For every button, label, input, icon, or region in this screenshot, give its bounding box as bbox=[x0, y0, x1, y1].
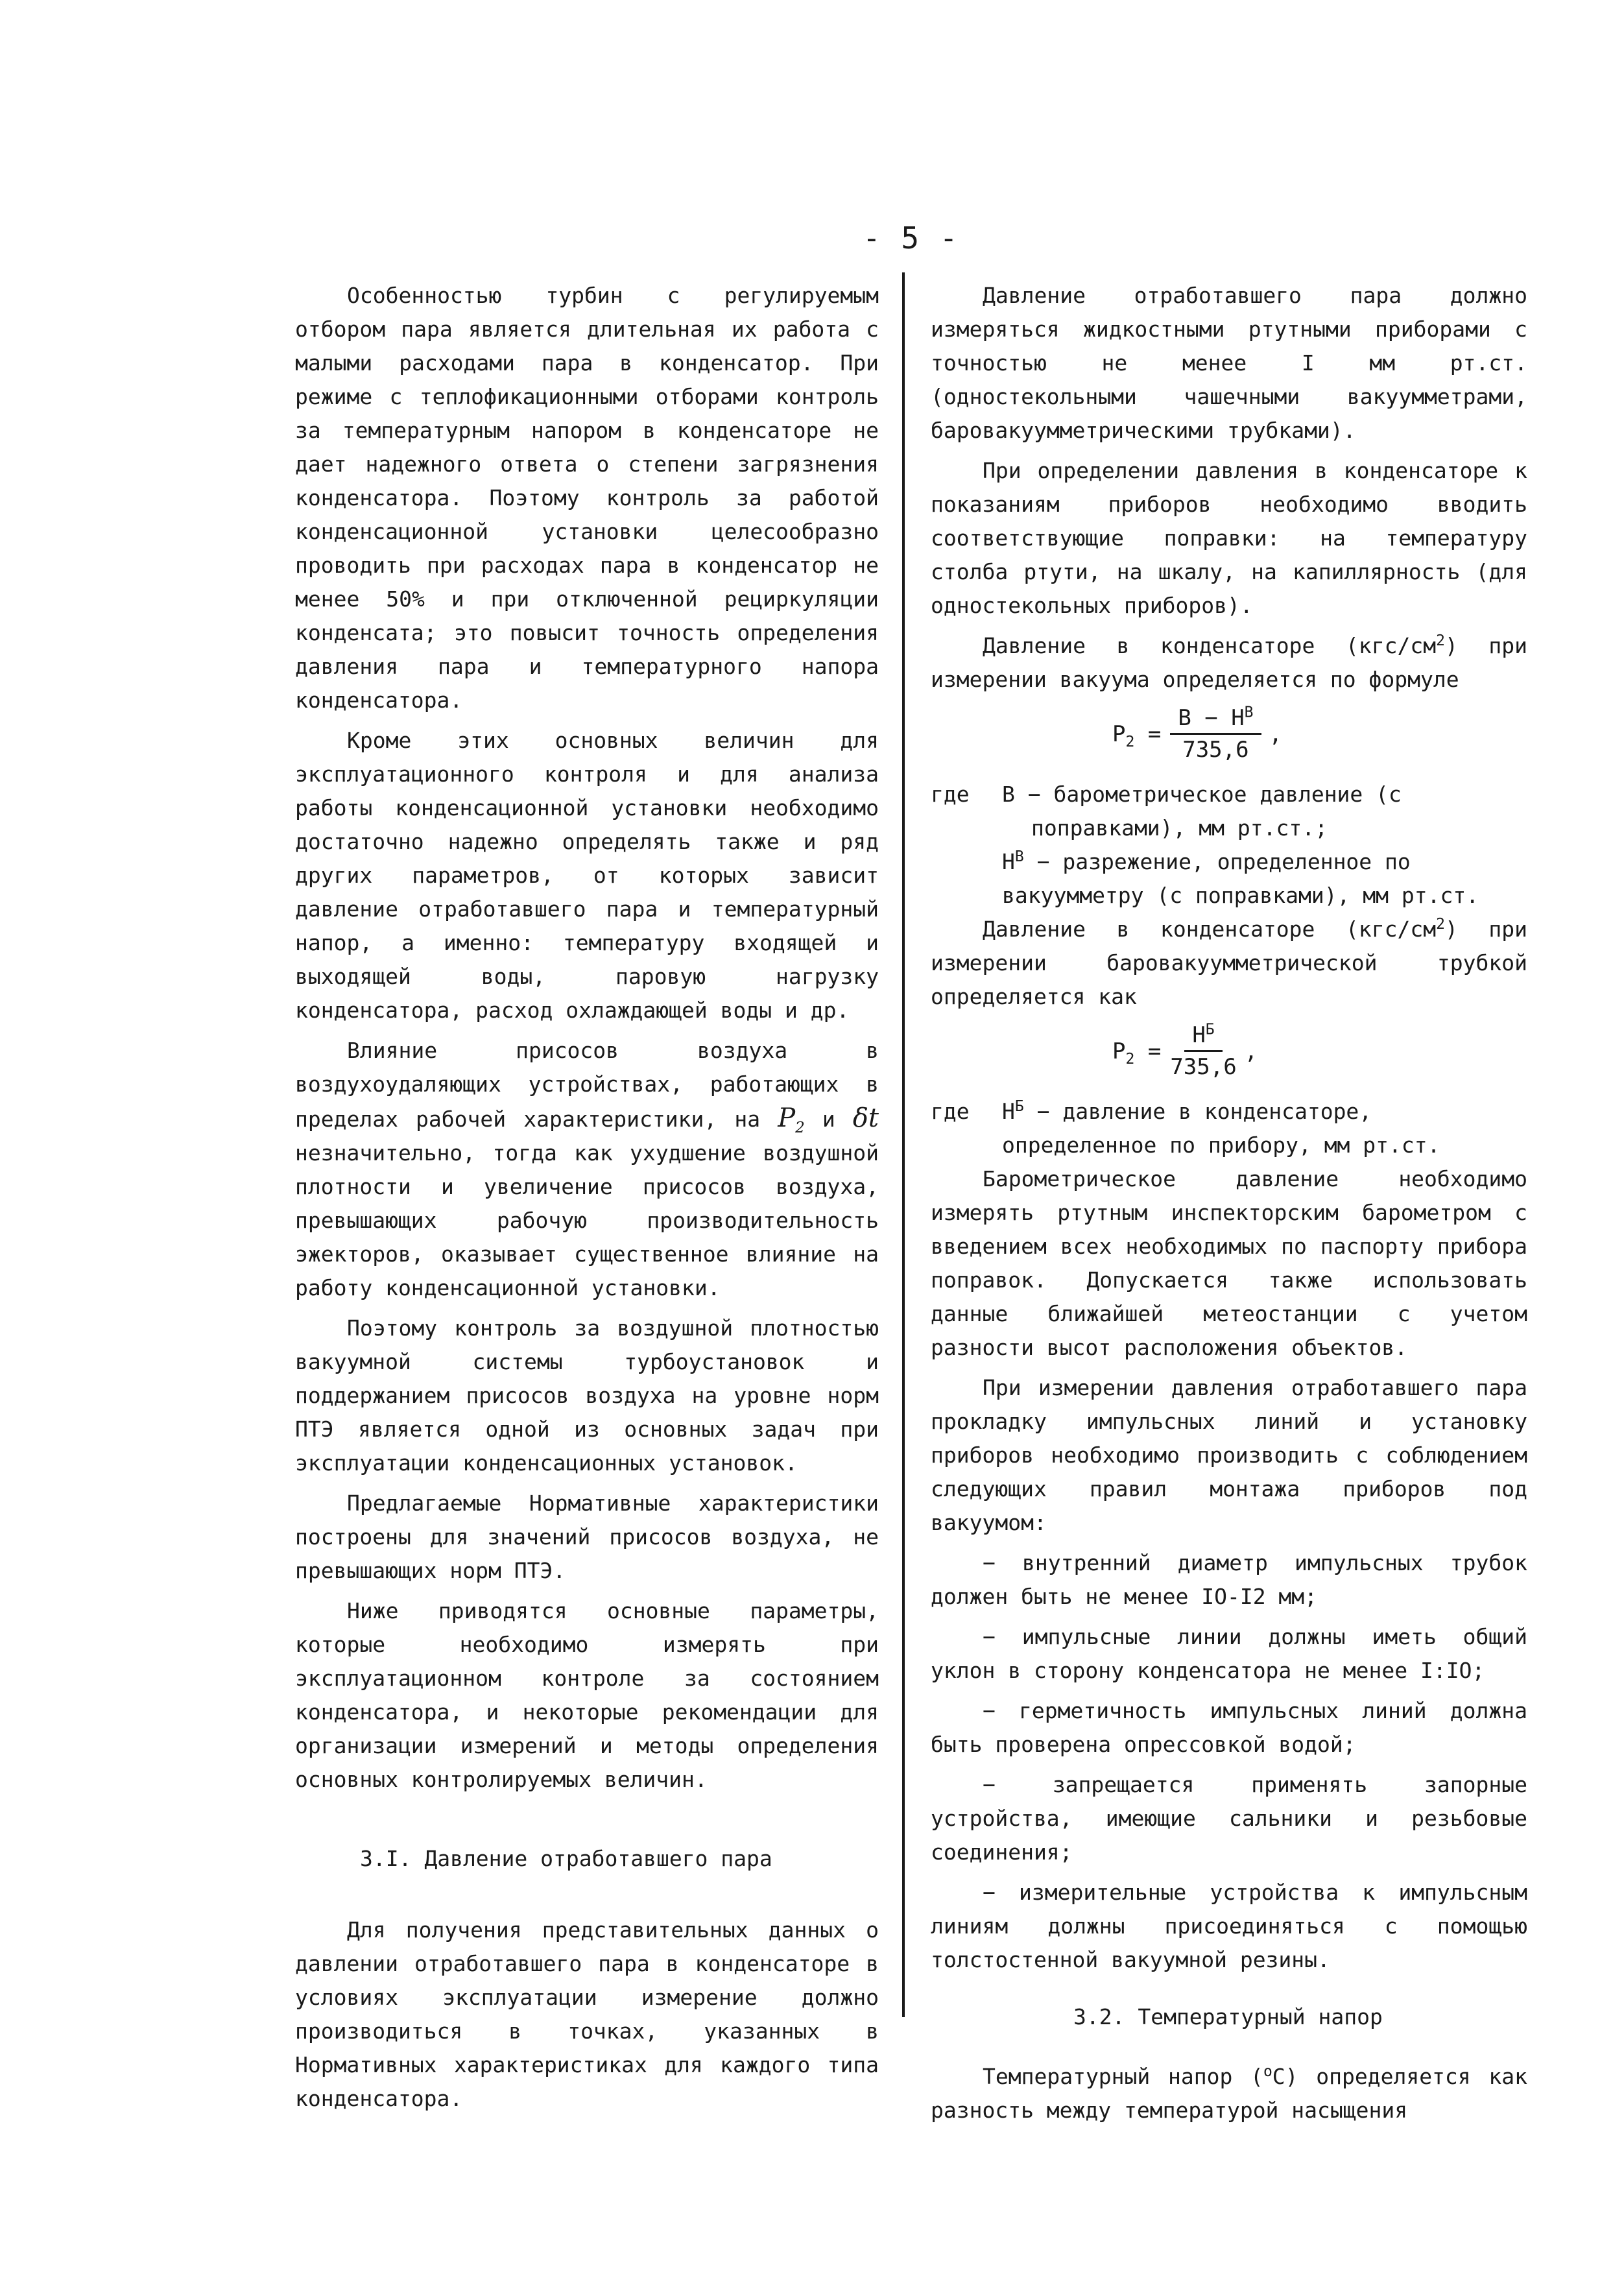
where-definition-1 bbox=[931, 778, 1527, 845]
where-definition-2 bbox=[931, 845, 1527, 913]
section-heading-3-1: 3.I. Давление отработавшего пара bbox=[360, 1846, 772, 1871]
formula-barovacuum bbox=[931, 1020, 1527, 1082]
where-word-1: где bbox=[931, 782, 970, 807]
left-paragraph-3 bbox=[295, 1034, 879, 1305]
right-paragraph-7: Температурный напор ($^o$C) определяется как разность между температурой насыщения bbox=[931, 2063, 1527, 2123]
section-heading-3-2: 3.2. Температурный напор bbox=[1073, 2004, 1383, 2029]
left-paragraph-2: Кроме этих основных величин для эксплуатационного контроля и для анализа работы конденсационной установки необходимо достаточно надежно определять также и ряд других параметров, от которых зависит давление отработавшего пара и температурный напор, а именно: температуру входящей и выходящей воды, паровую нагрузку конденсатора, расход охлаждающей воды и др. bbox=[295, 728, 879, 1023]
left-paragraph-7: Для получения представительных данных о давлении отработавшего пара в конденсаторе в условиях эксплуатации измерение должно производиться в точках, указанных в Нормативных характеристиках для каждого типа конденсатора. bbox=[295, 1917, 879, 2111]
formula-2-comma: , bbox=[1244, 1038, 1258, 1064]
left-paragraph-6: Ниже приводятся основные параметры, которые необходимо измерять при эксплуатационном контроле за состоянием конденсатора, и некоторые рекомендации для организации измерений и методы определения основных контролируемых величин. bbox=[295, 1598, 879, 1792]
formula-vacuum bbox=[931, 703, 1527, 765]
formula-2-denominator: 735,6 bbox=[1170, 1054, 1237, 1080]
formula-2-numerator: $H^Б$ bbox=[1184, 1020, 1222, 1052]
right-paragraph-2: При определении давления в конденсаторе к показаниям приборов необходимо вводить соответствующие поправки: на температуру столба ртути, на шкалу, на капиллярность (для одностекольных приборов). bbox=[931, 458, 1527, 618]
formula-2-lhs: $P_2$ = bbox=[1112, 1038, 1162, 1068]
definition-barovacuum: $H^Б$ − давление в конденсаторе, определенное по прибору, мм рт.ст. bbox=[1002, 1098, 1440, 1158]
right-column bbox=[931, 279, 1527, 2134]
conjunction: и bbox=[822, 1107, 835, 1132]
formula-1-denominator: 735,6 bbox=[1182, 737, 1249, 763]
rule-item-3: − герметичность импульсных линий должна быть проверена опрессовкой водой; bbox=[931, 1698, 1527, 1757]
where-definition-3 bbox=[931, 1095, 1527, 1162]
formula-1-numerator: $B - H^B$ bbox=[1170, 703, 1261, 735]
left-paragraph-1: Особенностью турбин с регулируемым отбором пара является длительная их работа с малыми расходами пара в конденсатор. При режиме с теплофикационными отборами контроль за температурным напором в конденсаторе не дает надежного ответа о степени загрязнения конденсатора. Поэтому контроль за работой конденсационной установки целесообразно проводить при расходах пара в конденсатор не менее 50% и при отключенной рециркуляции конденсата; это повысит точность определения давления пара и температурного напора конденсатора. bbox=[295, 283, 879, 713]
delta-t-symbol: δt bbox=[852, 1103, 879, 1133]
page-number: - 5 - bbox=[863, 221, 959, 256]
pressure-symbol: $P_2$ bbox=[778, 1103, 805, 1136]
rule-item-4: − запрещается применять запорные устройства, имеющие сальники и резьбовые соединения; bbox=[931, 1772, 1527, 1865]
formula-1-comma: , bbox=[1269, 721, 1283, 747]
left-paragraph-4: Поэтому контроль за воздушной плотностью вакуумной системы турбоустановок и поддержанием присосов воздуха на уровне норм ПТЭ является одной из основных задач при эксплуатации конденсационных установок. bbox=[295, 1315, 879, 1476]
formula-2-fraction bbox=[1170, 1020, 1236, 1082]
formula-1-fraction bbox=[1170, 703, 1261, 765]
left-column bbox=[295, 279, 879, 2122]
right-paragraph-6: При измерении давления отработавшего пара прокладку импульсных линий и установку приборов необходимо производить с соблюдением следующих правил монтажа приборов под вакуумом: bbox=[931, 1375, 1527, 1535]
left-paragraph-3-end: незначительно, тогда как ухудшение воздушной плотности и увеличение присосов воздуха, превышающих рабочую производительность эжекторов, оказывает существенное влияние на работу конденсационной установки. bbox=[295, 1140, 879, 1300]
right-paragraph-5: Барометрическое давление необходимо измерять ртутным инспекторским барометром с введением всех необходимых по паспорту прибора поправок. Допускается также использовать данные ближайшей метеостанции с учетом разности высот расположения объектов. bbox=[931, 1166, 1527, 1360]
right-paragraph-4: Давление в конденсаторе $(кгс/см^2)$ при измерении баровакуумметрической трубкой определяется как bbox=[931, 916, 1527, 1009]
where-word-3: где bbox=[931, 1099, 970, 1124]
column-divider bbox=[902, 272, 905, 2017]
rule-item-2: − импульсные линии должны иметь общий уклон в сторону конденсатора не менее I:IO; bbox=[931, 1624, 1527, 1683]
definition-vacuum: $H^B$ − разрежение, определенное по вакуумметру (с поправками), мм рт.ст. bbox=[1002, 848, 1479, 908]
right-paragraph-3: Давление в конденсаторе $(кгс/см^2)$ при измерении вакуума определяется по формуле bbox=[931, 632, 1527, 692]
right-paragraph-1: Давление отработавшего пара должно измеряться жидкостными ртутными приборами с точностью не менее I мм рт.ст. (одностекольными чашечными вакуумметрами, баровакуумметрическими трубками). bbox=[931, 283, 1527, 443]
rule-item-5: − измерительные устройства к импульсным линиям должны присоединяться с помощью толстостенной вакуумной резины. bbox=[931, 1880, 1527, 1972]
rule-item-1: − внутренний диаметр импульсных трубок должен быть не менее IO-I2 мм; bbox=[931, 1550, 1527, 1609]
definition-barometric: B − барометрическое давление (с поправками), мм рт.ст.; bbox=[1002, 782, 1402, 841]
left-paragraph-3-start: Влияние присосов воздуха в воздухоудаляющих устройствах, работающих в пределах рабочей характеристики, на bbox=[295, 1038, 879, 1132]
left-paragraph-5: Предлагаемые Нормативные характеристики построены для значений присосов воздуха, не превышающих норм ПТЭ. bbox=[295, 1490, 879, 1583]
formula-1-lhs: $P_2$ = bbox=[1112, 721, 1162, 750]
